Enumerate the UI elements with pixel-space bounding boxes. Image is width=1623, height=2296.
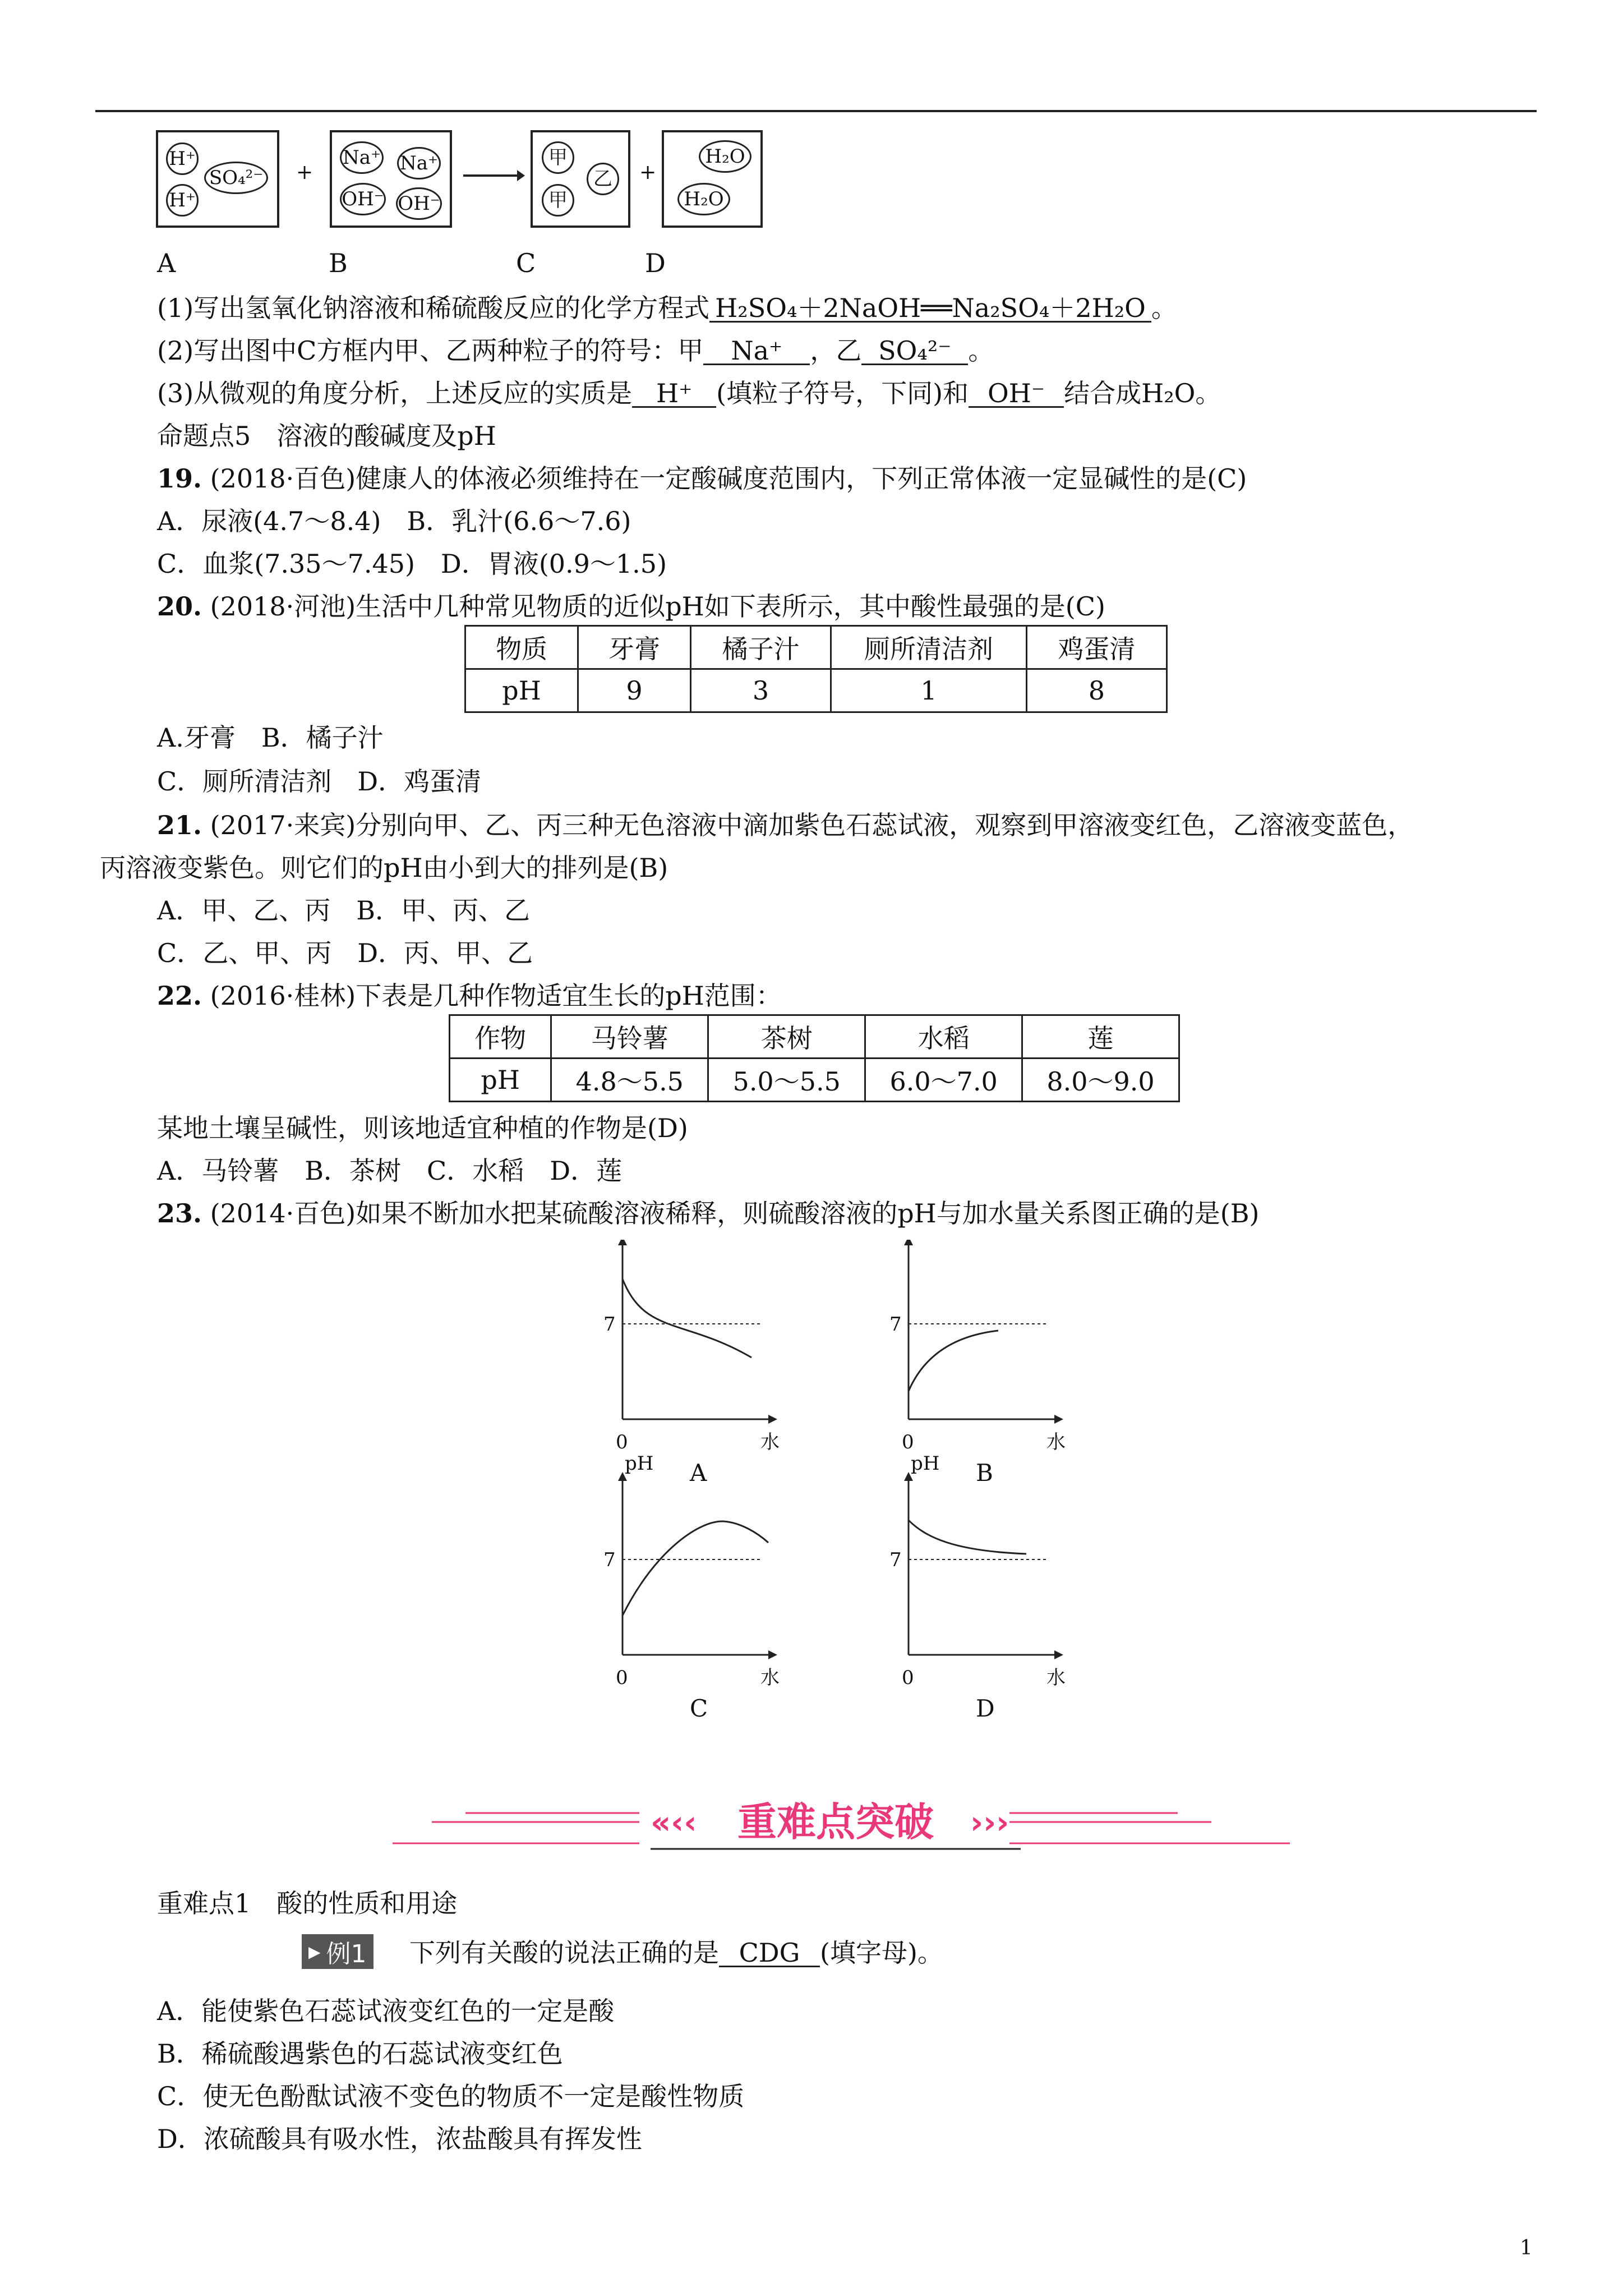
y-axis-arrow xyxy=(618,1240,627,1245)
diagram-box-d xyxy=(662,130,763,228)
table-cell: 1 xyxy=(831,669,1027,712)
q18-s3-ans2: OH⁻ xyxy=(969,380,1064,408)
table-cell: 莲 xyxy=(1022,1015,1179,1059)
table-row xyxy=(450,1059,1179,1102)
q18-line3 xyxy=(157,380,1221,408)
graph-label: C xyxy=(690,1695,708,1722)
example-end: (填字母)。 xyxy=(820,1938,943,1968)
x-axis-arrow xyxy=(1054,1650,1063,1659)
q20-text: (2018·河池)生活中几种常见物质的近似pH如下表所示，其中酸性最强的是(C) xyxy=(210,591,1105,622)
y-axis-arrow xyxy=(904,1240,913,1245)
table-cell: 厕所清洁剂 xyxy=(831,626,1027,669)
q18-s3-end: 结合成H₂O。 xyxy=(1064,378,1221,408)
table-cell: pH xyxy=(465,669,578,712)
q22-number: 22. xyxy=(157,981,202,1011)
example-option-d: D．浓硫酸具有吸水性，浓盐酸具有挥发性 xyxy=(157,2124,642,2154)
tick-label-7: 7 xyxy=(603,1549,616,1571)
table-row xyxy=(465,626,1167,669)
graph-label: B xyxy=(976,1459,993,1487)
table-cell: 马铃薯 xyxy=(551,1015,708,1059)
table-cell: 6.0～7.0 xyxy=(865,1059,1022,1102)
q18-s3-text: (3)从微观的角度分析，上述反应的实质是 xyxy=(157,378,633,408)
q22-stem xyxy=(157,983,782,1009)
x-axis-arrow xyxy=(768,1415,777,1424)
example-text: 下列有关酸的说法正确的是 xyxy=(409,1938,719,1968)
key-point-title: 重难点1 酸的性质和用途 xyxy=(157,1888,458,1918)
q18-s1-answer: H₂SO₄＋2NaOH══Na₂SO₄＋2H₂O xyxy=(709,295,1151,323)
q23-text: (2014·百色)如果不断加水把某硫酸溶液稀释，则硫酸溶液的pH与加水量关系图正确的是(B) xyxy=(210,1198,1260,1228)
q19-options-1: A．尿液(4.7～8.4) B．乳汁(6.6～7.6) xyxy=(157,506,631,536)
table-row xyxy=(450,1015,1179,1059)
tick-label-7: 7 xyxy=(603,1313,616,1336)
origin-label: 0 xyxy=(616,1667,628,1689)
q21-number: 21. xyxy=(157,810,202,840)
q19-text: (2018·百色)健康人的体液必须维持在一定酸碱度范围内，下列正常体液一定显碱性的是(C) xyxy=(210,463,1247,494)
tick-label-7: 7 xyxy=(889,1313,902,1336)
header-rule xyxy=(95,110,1537,112)
section-title: 命题点5 溶液的酸碱度及pH xyxy=(157,421,496,451)
table-cell: 3 xyxy=(690,669,831,712)
example-option-a: A．能使紫色石蕊试液变红色的一定是酸 xyxy=(157,1996,615,2026)
q21-options-1: A．甲、乙、丙 B．甲、丙、乙 xyxy=(157,895,531,926)
molecule-water: H₂O xyxy=(677,183,730,215)
diagram-box-b xyxy=(330,130,452,228)
diagram-label-a: A xyxy=(157,248,176,278)
diagram-label-d: D xyxy=(645,248,666,278)
y-axis-label: pH xyxy=(625,1452,654,1475)
q20-options-1: A.牙膏 B．橘子汁 xyxy=(157,723,384,753)
q18-s3-ans1: H⁺ xyxy=(632,380,716,408)
q18-s2-ans1: Na⁺ xyxy=(703,338,810,365)
q19-stem xyxy=(157,463,1247,494)
ph-curve xyxy=(909,1331,998,1391)
ph-curve xyxy=(623,1279,751,1358)
ion-h-plus: H⁺ xyxy=(166,142,199,175)
origin-label: 0 xyxy=(902,1667,914,1689)
example-answer: CDG xyxy=(719,1940,820,1967)
example-stem xyxy=(409,1940,943,1967)
q22-options: A．马铃薯 B．茶树 C．水稻 D．莲 xyxy=(157,1156,623,1186)
q19-number: 19. xyxy=(157,463,202,494)
page-number: 1 xyxy=(1520,2237,1533,2260)
banner-right-arrows: ››› xyxy=(970,1805,1009,1841)
q21-text-2: 丙溶液变紫色。则它们的pH由小到大的排列是(B) xyxy=(100,853,668,883)
table-cell: 8 xyxy=(1026,669,1166,712)
particle-jia: 甲 xyxy=(542,141,574,174)
ion-na-plus: Na⁺ xyxy=(340,141,384,174)
x-axis-arrow xyxy=(1054,1415,1063,1424)
q22-text: (2016·桂林)下表是几种作物适宜生长的pH范围： xyxy=(210,981,782,1011)
q21-text-1: (2017·来宾)分别向甲、乙、丙三种无色溶液中滴加紫色石蕊试液，观察到甲溶液变红色，乙溶液变蓝色， xyxy=(210,810,1414,840)
ph-graphs xyxy=(572,1240,1110,1733)
q18-s2-end: 。 xyxy=(968,335,994,366)
q20-number: 20. xyxy=(157,591,202,622)
q22-after: 某地土壤呈碱性，则该地适宜种植的作物是(D) xyxy=(157,1113,688,1143)
q18-s1-text: (1)写出氢氧化钠溶液和稀硫酸反应的化学方程式 xyxy=(157,293,710,323)
q20-options-2: C．厕所清洁剂 D．鸡蛋清 xyxy=(157,766,482,797)
table-row xyxy=(465,669,1167,712)
q18-s3-mid: (填粒子符号，下同)和 xyxy=(716,378,969,408)
ph-curve xyxy=(909,1520,1026,1554)
diagram-label-c: C xyxy=(516,248,536,278)
diagram-box-a xyxy=(156,130,279,228)
table-cell: 9 xyxy=(578,669,691,712)
q21-stem xyxy=(157,812,1413,838)
x-axis-arrow xyxy=(768,1650,777,1659)
x-axis-label: 水 xyxy=(1046,1431,1066,1453)
table-cell: 5.0～5.5 xyxy=(708,1059,865,1102)
particle-yi: 乙 xyxy=(587,163,619,195)
banner-left-arrows: «‹‹ xyxy=(651,1805,697,1841)
origin-label: 0 xyxy=(902,1431,914,1453)
q23-stem xyxy=(157,1200,1260,1226)
example-option-c: C．使无色酚酞试液不变色的物质不一定是酸性物质 xyxy=(157,2081,745,2111)
banner-title: 重难点突破 xyxy=(737,1799,934,1845)
q22-table xyxy=(449,1014,1180,1102)
reaction-arrow xyxy=(463,167,525,184)
table-cell: pH xyxy=(450,1059,551,1102)
origin-label: 0 xyxy=(616,1431,628,1453)
particle-jia: 甲 xyxy=(542,184,574,217)
example-tag-label: 例1 xyxy=(326,1940,367,1968)
tick-label-7: 7 xyxy=(889,1549,902,1571)
plus-sign: + xyxy=(296,161,313,184)
table-cell: 水稻 xyxy=(865,1015,1022,1059)
q19-options-2: C．血浆(7.35～7.45) D．胃液(0.9～1.5) xyxy=(157,549,667,579)
q21-options-2: C．乙、甲、丙 D．丙、甲、乙 xyxy=(157,938,533,968)
q20-table xyxy=(464,625,1168,713)
table-cell: 作物 xyxy=(450,1015,551,1059)
table-cell: 橘子汁 xyxy=(690,626,831,669)
y-axis-label: pH xyxy=(911,1452,940,1475)
table-cell: 牙膏 xyxy=(578,626,691,669)
ion-na-plus: Na⁺ xyxy=(397,147,441,180)
ph-curve xyxy=(623,1521,768,1616)
table-cell: 物质 xyxy=(465,626,578,669)
q23-number: 23. xyxy=(157,1198,202,1228)
table-cell: 鸡蛋清 xyxy=(1026,626,1166,669)
ion-h-plus: H⁺ xyxy=(166,184,199,217)
plus-sign: + xyxy=(639,161,657,184)
play-icon: ▶ xyxy=(308,1942,321,1961)
q18-s1-end: 。 xyxy=(1151,293,1177,323)
example-tag xyxy=(302,1934,374,1969)
q20-stem xyxy=(157,591,1105,622)
x-axis-label: 水 xyxy=(760,1431,780,1453)
table-cell: 茶树 xyxy=(708,1015,865,1059)
x-axis-label: 水 xyxy=(760,1667,780,1689)
diagram-box-c xyxy=(531,130,630,228)
q18-s2-ans2: SO₄²⁻ xyxy=(861,338,968,365)
graph-label: D xyxy=(976,1695,995,1722)
graph-label: A xyxy=(690,1459,707,1487)
q18-line1 xyxy=(157,295,1177,323)
x-axis-label: 水 xyxy=(1046,1667,1066,1689)
diagram-label-b: B xyxy=(329,248,348,278)
table-cell: 8.0～9.0 xyxy=(1022,1059,1179,1102)
ion-oh-minus: OH⁻ xyxy=(340,183,386,215)
example-option-b: B．稀硫酸遇紫色的石蕊试液变红色 xyxy=(157,2039,563,2069)
section-banner xyxy=(393,1784,1290,1862)
q18-line2 xyxy=(157,335,994,366)
molecule-water: H₂O xyxy=(699,140,751,173)
q18-s2-text: (2)写出图中C方框内甲、乙两种粒子的符号：甲 xyxy=(157,335,704,366)
ion-sulfate: SO₄²⁻ xyxy=(204,162,268,194)
table-cell: 4.8～5.5 xyxy=(551,1059,708,1102)
q18-s2-mid: ，乙 xyxy=(810,335,862,366)
ion-oh-minus: OH⁻ xyxy=(396,187,442,220)
